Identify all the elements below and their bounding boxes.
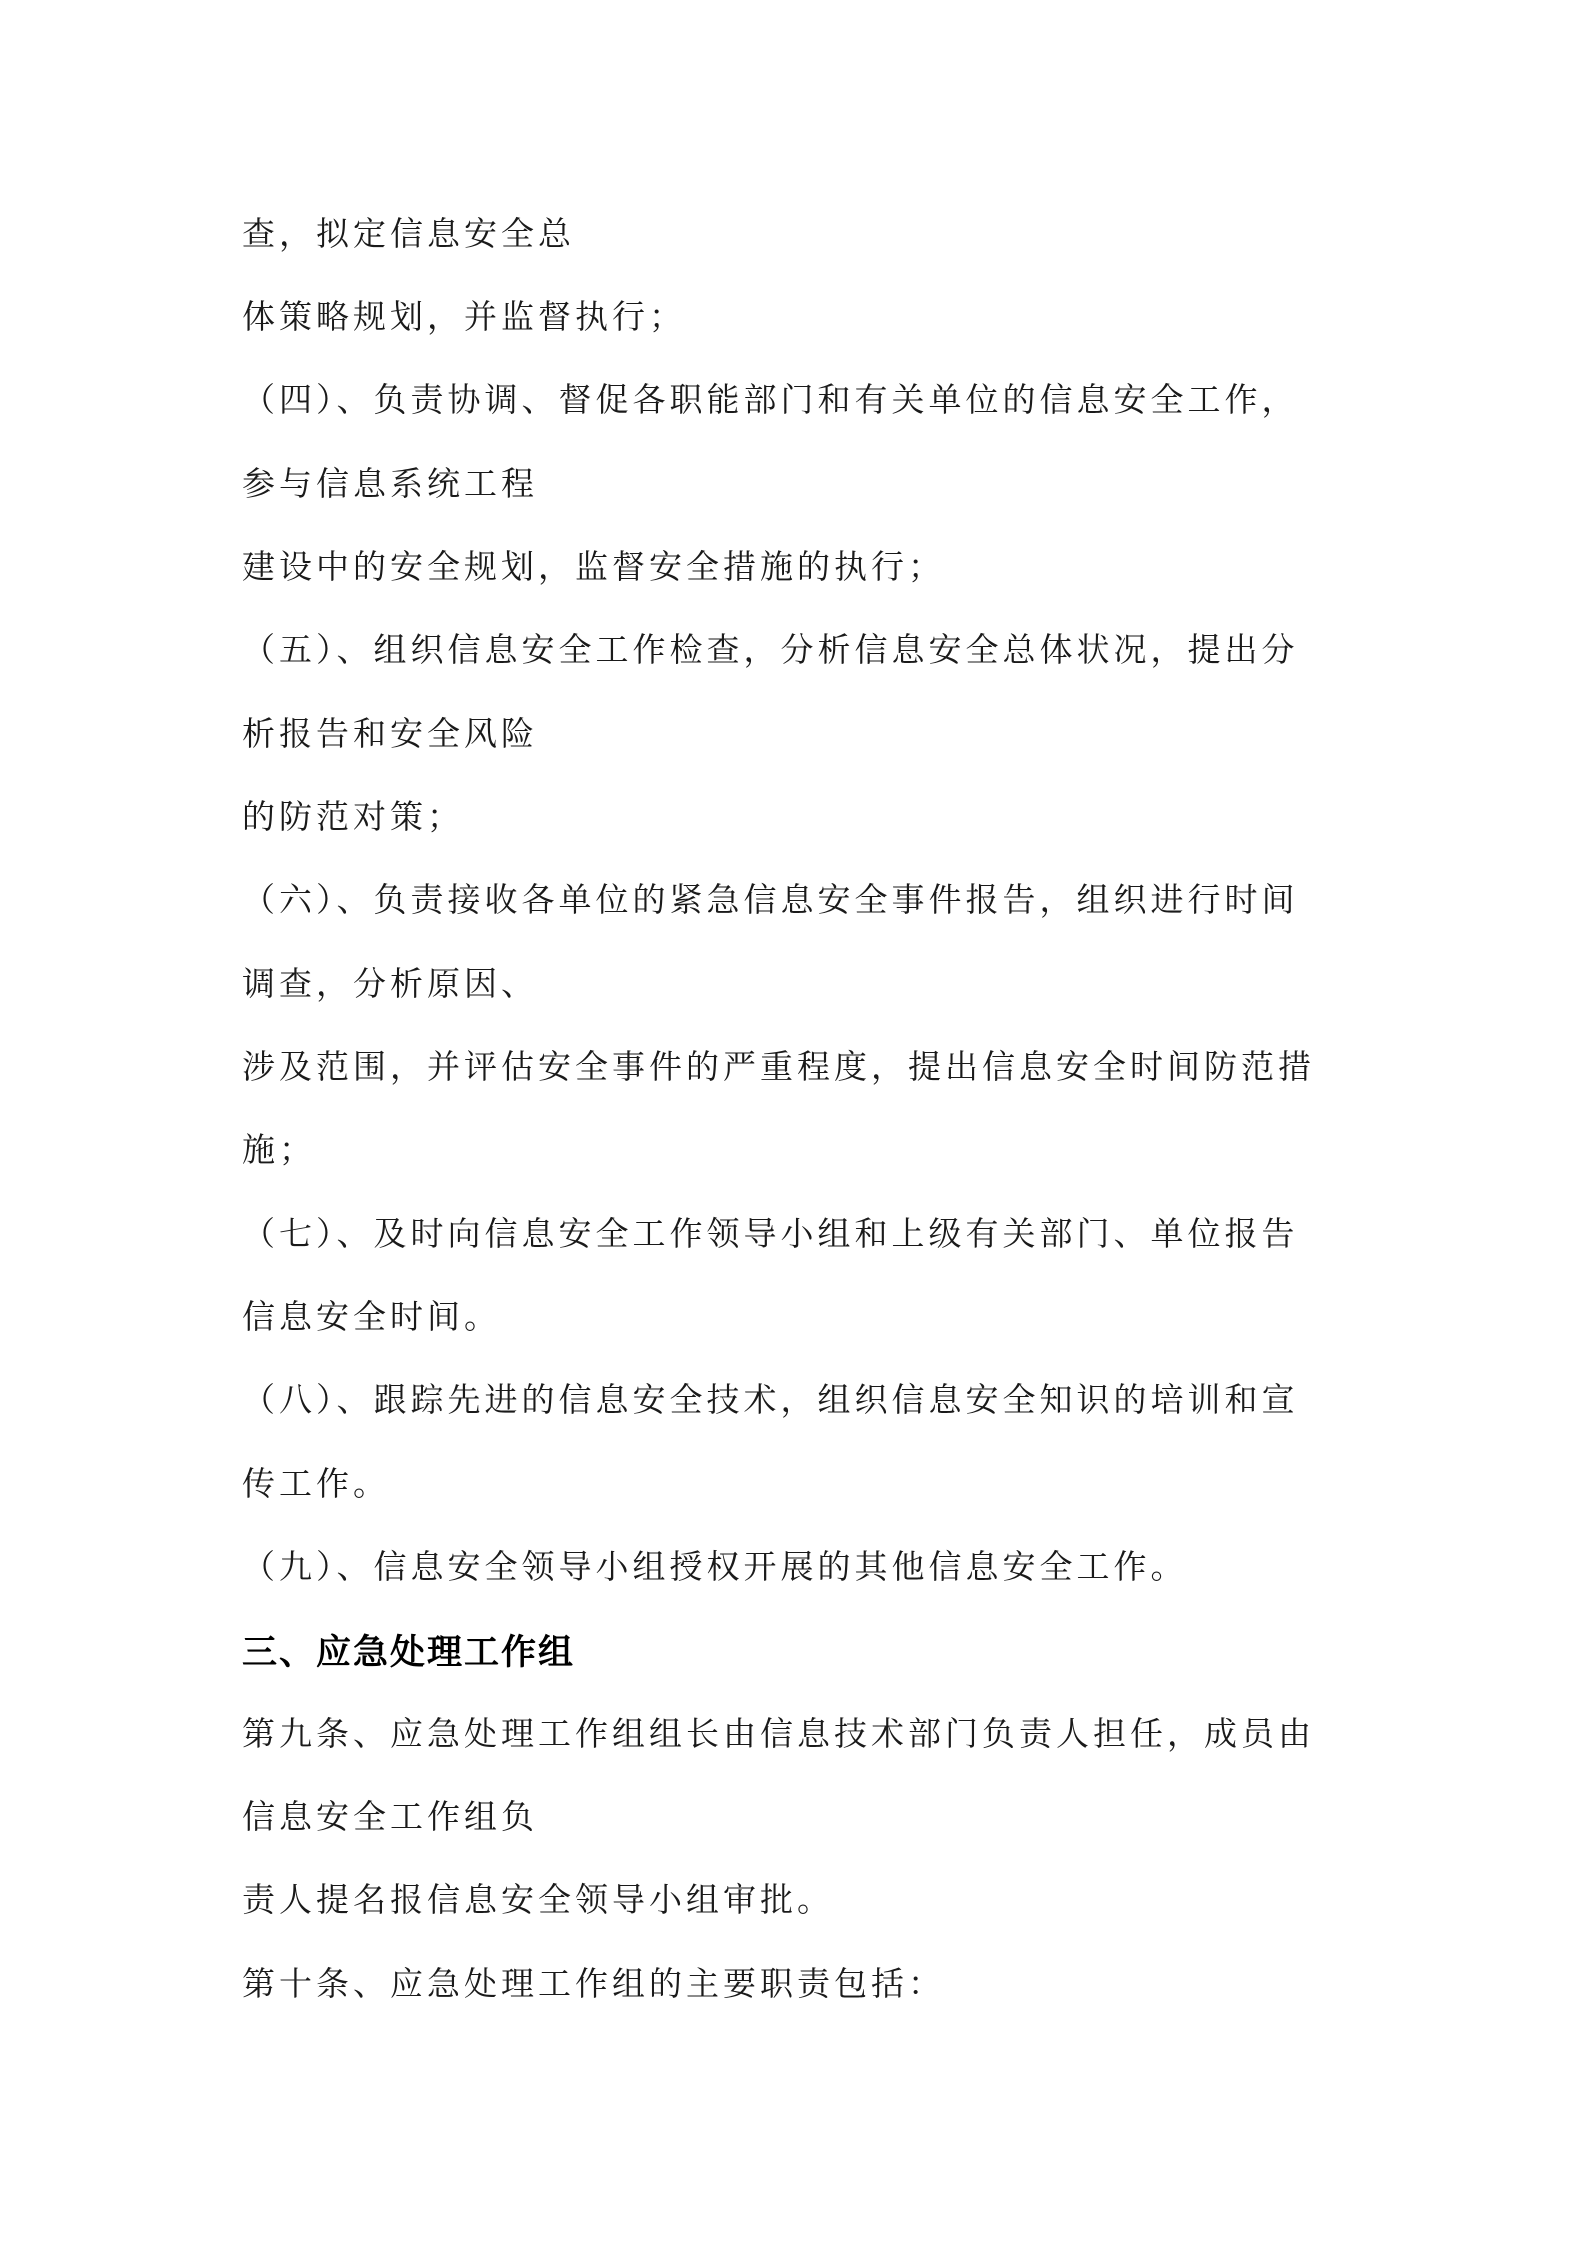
text-line: 析报告和安全风险 [242,714,538,753]
text-line: 第十条、应急处理工作组的主要职责包括： [242,1964,945,2003]
text-line: 施； [242,1130,316,1169]
text-line: 体策略规划，并监督执行； [242,297,686,336]
text-line: 参与信息系统工程 [242,464,538,503]
text-line: 查，拟定信息安全总 [242,214,575,253]
text-line: 建设中的安全规划，监督安全措施的执行； [242,547,945,586]
text-line: （六）、负责接收各单位的紧急信息安全事件报告，组织进行时间 [242,880,1299,919]
text-line: 第九条、应急处理工作组组长由信息技术部门负责人担任，成员由 [242,1714,1315,1753]
text-line: （七）、及时向信息安全工作领导小组和上级有关部门、单位报告 [242,1214,1299,1253]
text-line: 责人提名报信息安全领导小组审批。 [242,1880,834,1919]
text-line: （四）、负责协调、督促各职能部门和有关单位的信息安全工作， [242,380,1299,419]
text-line: 信息安全工作组负 [242,1797,538,1836]
text-line: （九）、信息安全领导小组授权开展的其他信息安全工作。 [242,1547,1188,1586]
text-line: 的防范对策； [242,797,464,836]
text-line: （八）、跟踪先进的信息安全技术，组织信息安全知识的培训和宣 [242,1380,1299,1419]
text-line: （五）、组织信息安全工作检查，分析信息安全总体状况，提出分 [242,630,1299,669]
text-line: 传工作。 [242,1464,390,1503]
text-line: 涉及范围，并评估安全事件的严重程度，提出信息安全时间防范措 [242,1047,1315,1086]
text-line: 信息安全时间。 [242,1297,501,1336]
text-line: 调查，分析原因、 [242,964,538,1003]
section-heading: 三、应急处理工作组 [242,1633,576,1673]
